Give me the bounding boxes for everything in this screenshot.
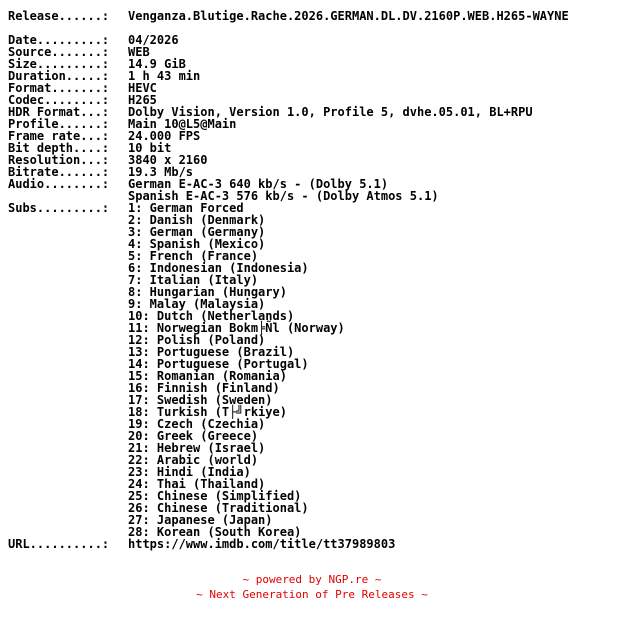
subtitle-value: 12: Polish (Poland)	[128, 333, 266, 347]
subtitle-item	[8, 490, 620, 502]
subtitle-value: 26: Chinese (Traditional)	[128, 501, 309, 515]
subtitle-value: 15: Romanian (Romania)	[128, 369, 287, 383]
field-key: Source.......:	[8, 45, 117, 59]
subtitle-item	[8, 514, 620, 526]
subtitle-value: 27: Japanese (Japan)	[128, 513, 273, 527]
field-value: 1 h 43 min	[128, 69, 201, 83]
subtitle-value: 17: Swedish (Sweden)	[128, 393, 273, 407]
subtitle-item	[8, 202, 620, 214]
field-key: Frame rate...:	[8, 129, 117, 143]
subtitle-item	[8, 466, 620, 478]
audio-section	[8, 178, 620, 202]
subtitle-value: 24: Thai (Thailand)	[128, 477, 266, 491]
subtitle-value: 5: French (France)	[128, 249, 259, 263]
subtitle-item	[8, 478, 620, 490]
subtitle-value: 9: Malay (Malaysia)	[128, 297, 266, 311]
field-value: 3840 x 2160	[128, 153, 208, 167]
subtitle-item	[8, 394, 620, 406]
subtitle-value: 22: Arabic (world)	[128, 453, 259, 467]
subtitle-value: 16: Finnish (Finland)	[128, 381, 280, 395]
audio-key: Audio........:	[8, 177, 117, 191]
url-value: https://www.imdb.com/title/tt37989803	[128, 537, 396, 551]
field-value: Dolby Vision, Version 1.0, Profile 5, dvhe.05.01, BL+RPU	[128, 105, 533, 119]
field-value: HEVC	[128, 81, 157, 95]
audio-track-value: Spanish E-AC-3 576 kb/s - (Dolby Atmos 5.1)	[128, 189, 439, 203]
subtitle-item	[8, 322, 620, 334]
subtitle-value: 14: Portuguese (Portugal)	[128, 357, 309, 371]
subtitle-item	[8, 250, 620, 262]
subtitle-item	[8, 214, 620, 226]
subs-section	[8, 202, 620, 538]
subtitle-item	[8, 454, 620, 466]
audio-track-value: German E-AC-3 640 kb/s - (Dolby 5.1)	[128, 177, 389, 191]
subtitle-value: 6: Indonesian (Indonesia)	[128, 261, 309, 275]
field-key: Duration.....:	[8, 69, 117, 83]
subtitle-value: 4: Spanish (Mexico)	[128, 237, 266, 251]
subtitle-value: 3: German (Germany)	[128, 225, 266, 239]
field-value: H265	[128, 93, 157, 107]
subtitle-value: 18: Turkish (T├╝rkiye)	[128, 405, 287, 419]
subtitle-value: 2: Danish (Denmark)	[128, 213, 266, 227]
subtitle-item	[8, 262, 620, 274]
field-value: WEB	[128, 45, 150, 59]
subtitle-item	[8, 334, 620, 346]
footer-powered-by: ~ powered by NGP.re ~	[242, 573, 382, 586]
field-key: Format.......:	[8, 81, 117, 95]
field-value: 24.000 FPS	[128, 129, 201, 143]
subtitle-item	[8, 418, 620, 430]
subtitle-item	[8, 286, 620, 298]
info-fields	[8, 34, 620, 178]
release-line	[8, 10, 620, 22]
field-value: 19.3 Mb/s	[128, 165, 194, 179]
nfo-document	[8, 10, 620, 550]
footer-tagline: ~ Next Generation of Pre Releases ~	[196, 588, 428, 601]
subtitle-value: 13: Portuguese (Brazil)	[128, 345, 295, 359]
subtitle-value: 10: Dutch (Netherlands)	[128, 309, 295, 323]
subtitle-value: 1: German Forced	[128, 201, 244, 215]
field-key: Profile......:	[8, 117, 117, 131]
release-name: Venganza.Blutige.Rache.2026.GERMAN.DL.DV.2160P.WEB.H265-WAYNE	[128, 9, 569, 23]
subtitle-value: 28: Korean (South Korea)	[128, 525, 302, 539]
field-value: Main 10@L5@Main	[128, 117, 237, 131]
url-key: URL..........:	[8, 537, 117, 551]
field-key: Resolution...:	[8, 153, 117, 167]
subtitle-item	[8, 430, 620, 442]
field-key: Date.........:	[8, 33, 117, 47]
release-key: Release......:	[8, 9, 117, 23]
subtitle-value: 25: Chinese (Simplified)	[128, 489, 302, 503]
field-value: 04/2026	[128, 33, 179, 47]
subtitle-item	[8, 382, 620, 394]
subtitle-item	[8, 298, 620, 310]
subtitle-item	[8, 502, 620, 514]
url-line	[8, 538, 620, 550]
subtitle-item	[8, 238, 620, 250]
field-key: Bitrate......:	[8, 165, 117, 179]
subtitle-value: 23: Hindi (India)	[128, 465, 251, 479]
subs-key: Subs.........:	[8, 201, 117, 215]
footer	[0, 572, 624, 602]
subtitle-value: 21: Hebrew (Israel)	[128, 441, 266, 455]
subtitle-value: 11: Norwegian Bokm╞Ñl (Norway)	[128, 321, 345, 335]
field-value: 14.9 GiB	[128, 57, 186, 71]
subtitle-value: 8: Hungarian (Hungary)	[128, 285, 287, 299]
field-key: Codec........:	[8, 93, 117, 107]
subtitle-value: 19: Czech (Czechia)	[128, 417, 266, 431]
subtitle-item	[8, 274, 620, 286]
subtitle-item	[8, 370, 620, 382]
subtitle-item	[8, 358, 620, 370]
subtitle-item	[8, 226, 620, 238]
subtitle-item	[8, 442, 620, 454]
field-key: Size.........:	[8, 57, 117, 71]
subtitle-item	[8, 346, 620, 358]
subtitle-item	[8, 406, 620, 418]
field-key: HDR Format...:	[8, 105, 117, 119]
subtitle-value: 7: Italian (Italy)	[128, 273, 259, 287]
field-key: Bit depth....:	[8, 141, 117, 155]
subtitle-value: 20: Greek (Greece)	[128, 429, 259, 443]
field-value: 10 bit	[128, 141, 172, 155]
